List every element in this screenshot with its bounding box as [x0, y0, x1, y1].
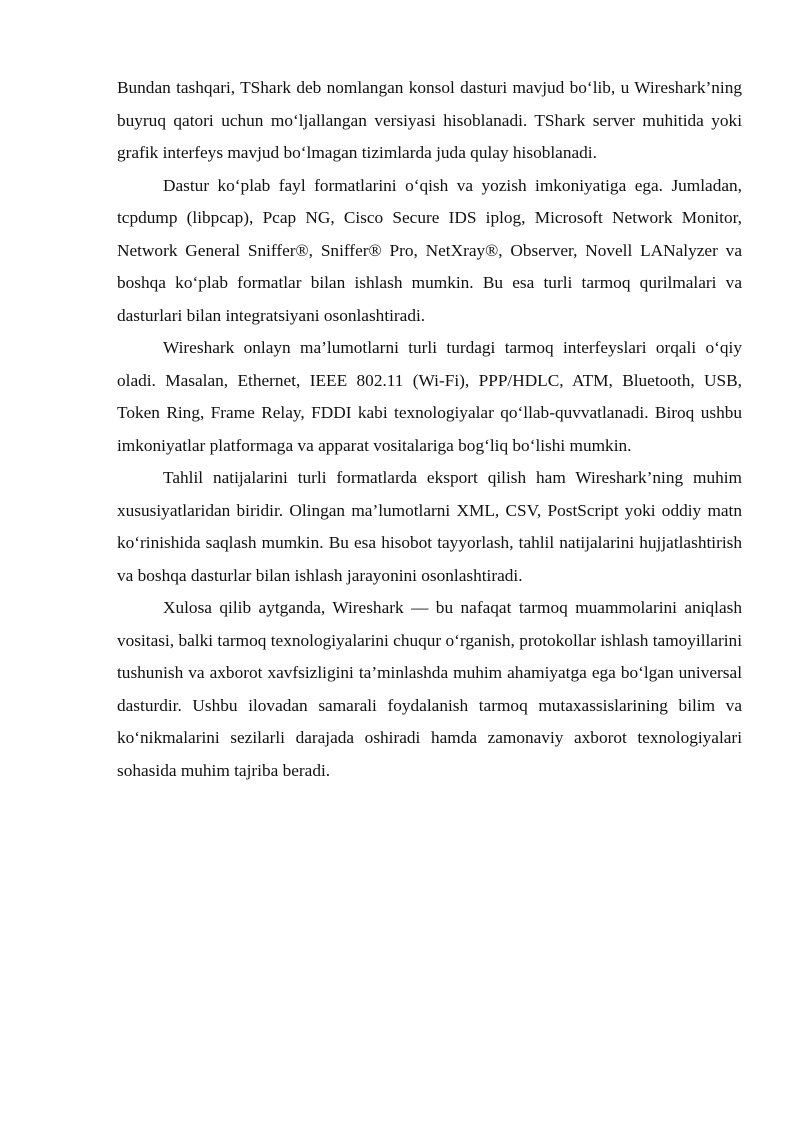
paragraph-export: Tahlil natijalarini turli formatlarda eksport qilish ham Wireshark’ning muhim xususiyatlaridan biridir. Olingan ma’lumotlarni XML, CSV, PostScript yoki oddiy matn ko‘rinishida saqlash mumkin. Bu esa hisobot tayyorlash, tahlil natijalarini hujjatlashtirish va boshqa dasturlar bilan ishlash jarayonini osonlashtiradi.: [117, 468, 742, 585]
paragraph-conclusion: Xulosa qilib aytganda, Wireshark — bu nafaqat tarmoq muammolarini aniqlash vositasi, balki tarmoq texnologiyalarini chuqur o‘rganish, protokollar ishlash tamoyillarini tushunish va axborot xavfsizligini ta’minlashda muhim ahamiyatga ega bo‘lgan universal dasturdir. Ushbu ilovadan samarali foydalanish tarmoq mutaxassislarining bilim va ko‘nikmalarini sezilarli darajada oshiradi hamda zamonaviy axborot texnologiyalari sohasida muhim tajriba beradi.: [117, 598, 742, 780]
paragraph-interfaces: Wireshark onlayn ma’lumotlarni turli turdagi tarmoq interfeyslari orqali o‘qiy oladi. Masalan, Ethernet, IEEE 802.11 (Wi-Fi), PPP/HDLC, ATM, Bluetooth, USB, Token Ring, Frame Relay, FDDI kabi texnologiyalar qo‘llab-quvvatlanadi. Biroq ushbu imkoniyatlar platformaga va apparat vositalariga bog‘liq bo‘lishi mumkin.: [117, 338, 742, 455]
document-body: [117, 72, 742, 787]
paragraph-file-formats: Dastur ko‘plab fayl formatlarini o‘qish va yozish imkoniyatiga ega. Jumladan, tcpdump (libpcap), Pcap NG, Cisco Secure IDS iplog, Microsoft Network Monitor, Network General Sniffer®, Sniffer® Pro, NetXray®, Observer, Novell LANalyzer va boshqa ko‘plab formatlar bilan ishlash mumkin. Bu esa turli tarmoq qurilmalari va dasturlari bilan integratsiyani osonlashtiradi.: [117, 175, 742, 325]
paragraph-tshark: Bundan tashqari, TShark deb nomlangan konsol dasturi mavjud bo‘lib, u Wireshark’ning buyruq qatori uchun mo‘ljallangan versiyasi hisoblanadi. TShark server muhitida yoki grafik interfeys mavjud bo‘lmagan tizimlarda juda qulay hisoblanadi.: [117, 78, 742, 162]
